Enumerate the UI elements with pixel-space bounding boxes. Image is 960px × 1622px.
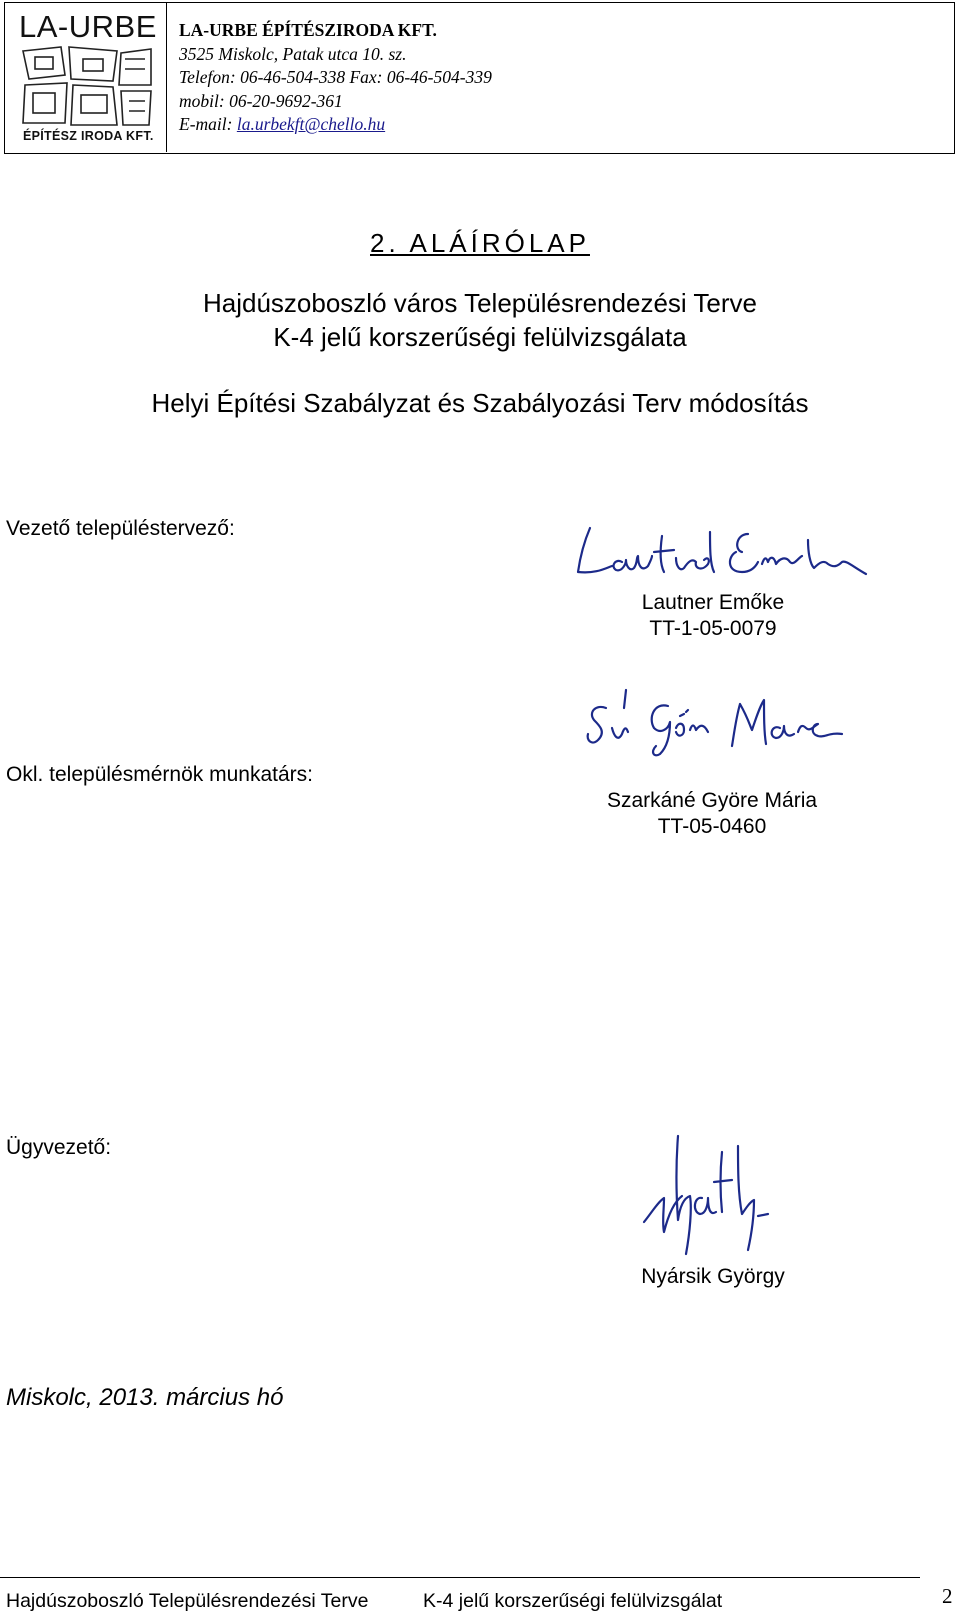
- signer-block-lautner: [610, 590, 816, 642]
- signature-szarkane: [584, 688, 844, 762]
- subtitle-line-2: K-4 jelű korszerűségi felülvizsgálata: [273, 322, 687, 352]
- signer-registration: TT-1-05-0079: [649, 617, 777, 640]
- page-number: 2: [942, 1584, 953, 1608]
- logo-title: LA-URBE: [19, 9, 157, 44]
- role-label-managing-director: Ügyvezető:: [6, 1136, 112, 1159]
- company-address: 3525 Miskolc, Patak utca 10. sz.: [179, 43, 407, 64]
- subtitle-line-3: Helyi Építési Szabályzat és Szabályozási Terv módosítás: [151, 388, 809, 418]
- company-phone: Telefon: 06-46-504-338 Fax: 06-46-504-339: [179, 67, 492, 87]
- signer-name: Lautner Emőke: [641, 591, 785, 614]
- signature-nyarsik: [642, 1132, 780, 1260]
- company-logo: [5, 3, 167, 152]
- company-mobile: mobil: 06-20-9692-361: [179, 90, 343, 111]
- role-label-lead-planner: Vezető településtervező:: [6, 517, 235, 540]
- place-date-line: Miskolc, 2013. március hó: [6, 1384, 284, 1411]
- footer-document-subtitle: K-4 jelű korszerűségi felülvizsgálat: [423, 1590, 723, 1612]
- role-label-engineer: Okl. településmérnök munkatárs:: [6, 763, 313, 786]
- subtitle-line-1: Hajdúszoboszló város Településrendezési Terve: [202, 288, 758, 318]
- document-title: 2. ALÁÍRÓLAP: [370, 228, 590, 258]
- signer-name: Szarkáné Györe Mária: [606, 789, 818, 812]
- site-map-icon: [21, 45, 153, 127]
- company-info: [179, 19, 492, 137]
- signer-name: Nyársik György: [641, 1265, 785, 1288]
- company-name: LA-URBE ÉPÍTÉSZIRODA KFT.: [179, 20, 437, 40]
- signer-block-nyarsik: [620, 1264, 806, 1290]
- signer-block-szarkane: [592, 788, 832, 840]
- logo-caption: ÉPÍTÉSZ IRODA KFT.: [23, 129, 154, 143]
- footer-document-title: Hajdúszoboszló Településrendezési Terve: [6, 1590, 369, 1612]
- footer-divider: [0, 1577, 920, 1578]
- email-label: E-mail:: [179, 114, 237, 134]
- letterhead: [4, 2, 955, 154]
- email-link[interactable]: la.urbekft@chello.hu: [236, 114, 386, 134]
- signature-lautner: [576, 522, 868, 584]
- signer-registration: TT-05-0460: [657, 815, 767, 838]
- company-email-line: [179, 113, 492, 137]
